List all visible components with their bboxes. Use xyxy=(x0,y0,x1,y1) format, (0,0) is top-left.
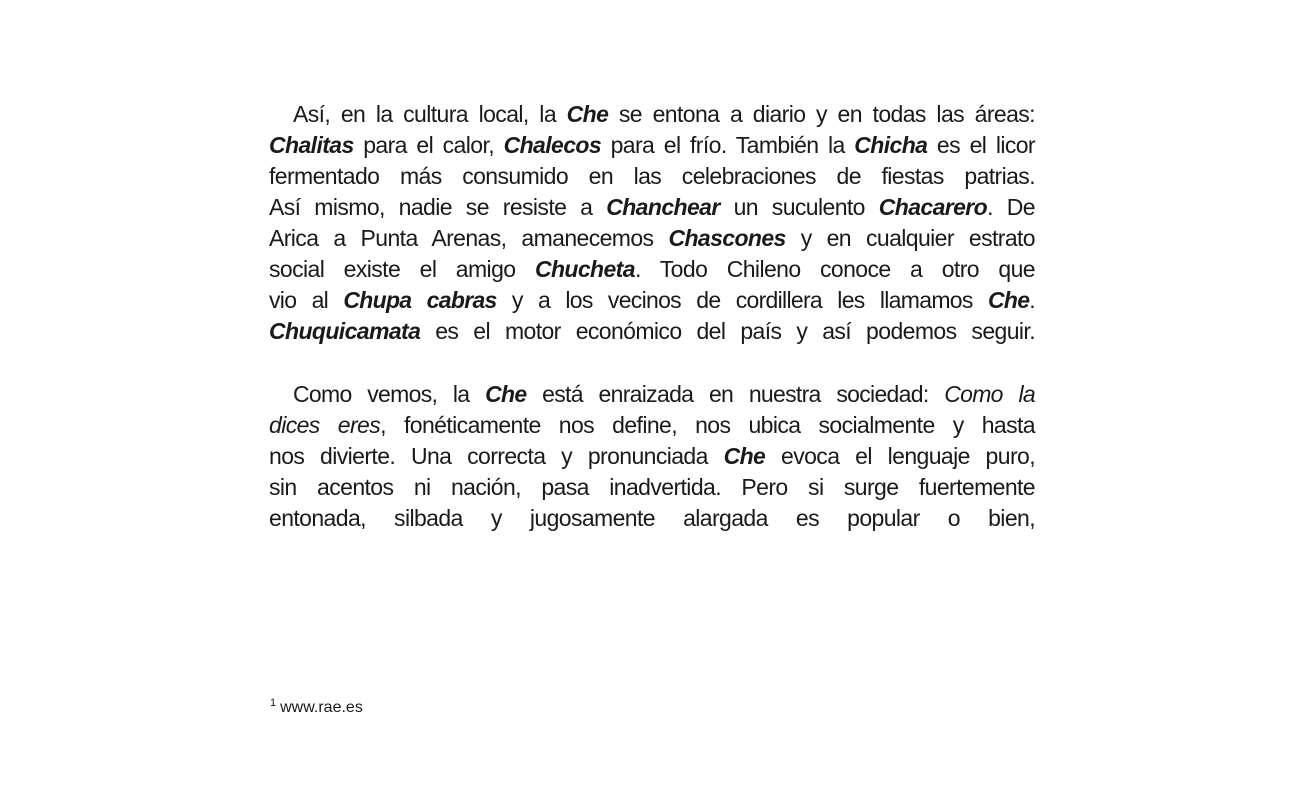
highlighted-word: Che xyxy=(566,101,609,127)
text-segment: vio al xyxy=(269,287,344,313)
text-segment: nos divierte. Una correcta y pronunciada xyxy=(269,443,724,469)
text-segment: sin acentos ni nación, pasa inadvertida. Pero si surge fuertemente xyxy=(269,474,1035,500)
italic-phrase: Como la xyxy=(944,381,1035,407)
text-segment: es el motor económico del país y así podemos seguir. xyxy=(420,318,1035,344)
highlighted-word: Chacarero xyxy=(878,194,988,220)
text-segment: Así mismo, nadie se resiste a xyxy=(269,194,607,220)
highlighted-word: Chanchear xyxy=(606,194,720,220)
text-line xyxy=(269,130,1035,161)
text-line xyxy=(269,223,1035,254)
text-segment: para el frío. También la xyxy=(601,132,855,158)
text-line xyxy=(269,472,1035,503)
text-line xyxy=(269,99,1035,130)
text-segment: . De xyxy=(987,194,1035,220)
highlighted-word: Che xyxy=(485,381,527,407)
paragraph-1 xyxy=(269,99,1035,347)
highlighted-word: Chuquicamata xyxy=(269,318,421,344)
italic-phrase: dices eres xyxy=(269,412,381,438)
text-segment: y en cualquier estrato xyxy=(785,225,1035,251)
text-segment: . xyxy=(1029,287,1035,313)
footnote-number: 1 xyxy=(270,697,277,709)
highlighted-word: Chupa cabras xyxy=(343,287,497,313)
footnote-link[interactable]: www.rae.es xyxy=(280,699,363,716)
text-segment: . Todo Chileno conoce a otro que xyxy=(634,256,1035,282)
text-segment: Arica a Punta Arenas, amanecemos xyxy=(269,225,669,251)
text-line xyxy=(269,254,1035,285)
text-segment: fermentado más consumido en las celebraciones de fiestas patrias. xyxy=(269,163,1035,189)
highlighted-word: Che xyxy=(723,443,766,469)
footnote xyxy=(270,697,363,717)
highlighted-word: Chascones xyxy=(668,225,786,251)
text-line xyxy=(269,285,1035,316)
highlighted-word: Chalecos xyxy=(503,132,602,158)
text-line xyxy=(269,503,1035,534)
paragraph-2 xyxy=(269,379,1035,534)
text-line xyxy=(269,441,1035,472)
text-segment: para el calor, xyxy=(353,132,504,158)
highlighted-word: Chucheta xyxy=(534,256,635,282)
highlighted-word: Chicha xyxy=(854,132,928,158)
text-segment: es el licor xyxy=(927,132,1035,158)
text-segment: Así, en la cultura local, la xyxy=(293,101,567,127)
text-segment: social existe el amigo xyxy=(269,256,535,282)
text-line xyxy=(269,410,1035,441)
text-segment: un suculento xyxy=(719,194,879,220)
text-segment: , fonéticamente nos define, nos ubica socialmente y hasta xyxy=(380,412,1035,438)
text-segment: evoca el lenguaje puro, xyxy=(765,443,1035,469)
text-segment: está enraizada en nuestra sociedad: xyxy=(526,381,945,407)
text-line xyxy=(269,316,1035,347)
highlighted-word: Che xyxy=(987,287,1030,313)
text-line xyxy=(269,379,1035,410)
highlighted-word: Chalitas xyxy=(269,132,354,158)
text-segment: Como vemos, la xyxy=(293,381,486,407)
text-line xyxy=(269,161,1035,192)
text-segment: entonada, silbada y jugosamente alargada es popular o bien, xyxy=(269,505,1035,531)
text-segment: se entona a diario y en todas las áreas: xyxy=(608,101,1035,127)
text-line xyxy=(269,192,1035,223)
text-segment: y a los vecinos de cordillera les llamamos xyxy=(496,287,988,313)
